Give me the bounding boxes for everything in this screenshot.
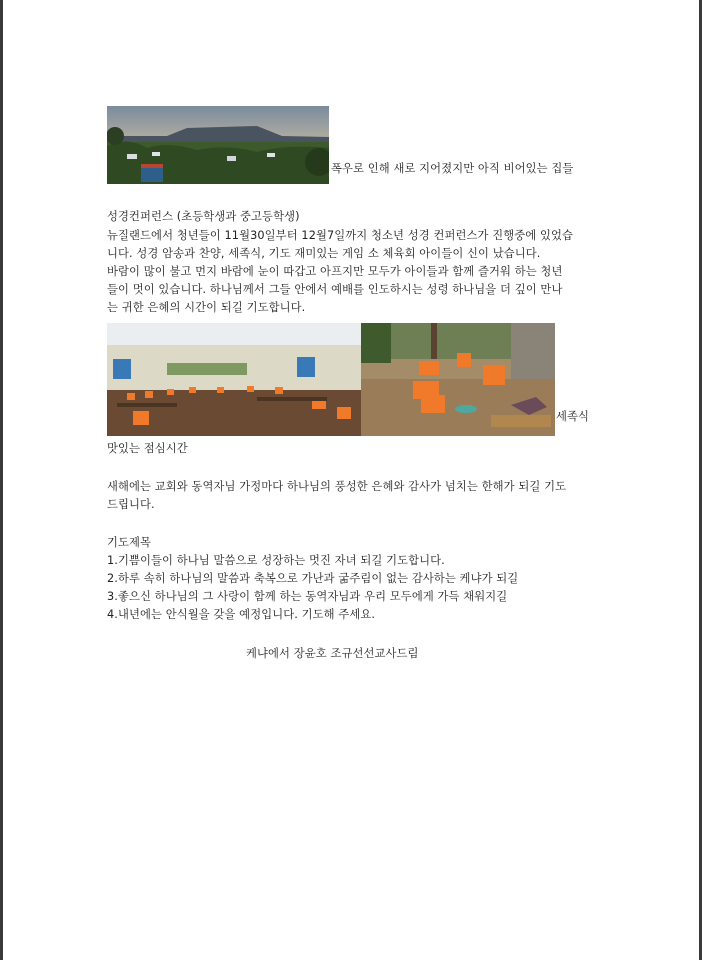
prayer-item-2: 2.하루 속히 하나님의 말씀과 축복으로 가난과 굶주림이 없는 감사하는 케냐가 되길 — [107, 572, 519, 585]
conference-line-2: 니다. 성경 암송과 찬양, 세족식, 기도 재미있는 게임 소 체육회 아이들이 신이 났습니다. — [107, 247, 541, 260]
conference-heading: 성경컨퍼런스 (초등학생과 중고등학생) — [107, 210, 300, 223]
new-year-line-1: 새해에는 교회와 동역자님 가정마다 하나님의 풍성한 은혜와 감사가 넘치는 한해가 되길 기도 — [107, 480, 567, 493]
prayer-heading: 기도제목 — [107, 536, 152, 549]
signature: 케냐에서 장윤호 조규선선교사드림 — [246, 647, 419, 660]
houses-caption: 폭우로 인해 새로 지어졌지만 아직 비어있는 집들 — [331, 162, 574, 175]
new-year-line-2: 드립니다. — [107, 498, 155, 511]
footwash-caption: 세족식 — [556, 410, 590, 423]
prayer-item-1: 1.기쁨이들이 하나님 말씀으로 성장하는 멋진 자녀 되길 기도합니다. — [107, 554, 445, 567]
houses-photo — [107, 106, 329, 184]
conference-line-4: 들이 멋이 있습니다. 하나님께서 그들 안에서 예배를 인도하시는 성령 하나님을 더 깊이 만나 — [107, 283, 563, 296]
prayer-item-4: 4.내년에는 안식월을 갖을 예정입니다. 기도해 주세요. — [107, 608, 376, 621]
classroom-photo — [107, 323, 361, 436]
prayer-item-3: 3.좋으신 하나님의 그 사랑이 함께 하는 동역자님과 우리 모두에게 가득 채워지길 — [107, 590, 508, 603]
conference-line-1: 뉴질랜드에서 청년들이 11월30일부터 12월7일까지 청소년 성경 컨퍼런스가 진행중에 있었습 — [107, 229, 573, 242]
conference-line-3: 바람이 많이 불고 먼지 바람에 눈이 따갑고 아프지만 모두가 아이들과 함께 즐거워 하는 청년 — [107, 265, 563, 278]
lunch-caption: 맛있는 점심시간 — [107, 442, 188, 455]
footwash-photo — [361, 323, 555, 436]
conference-line-5: 는 귀한 은혜의 시간이 되길 기도합니다. — [107, 301, 306, 314]
